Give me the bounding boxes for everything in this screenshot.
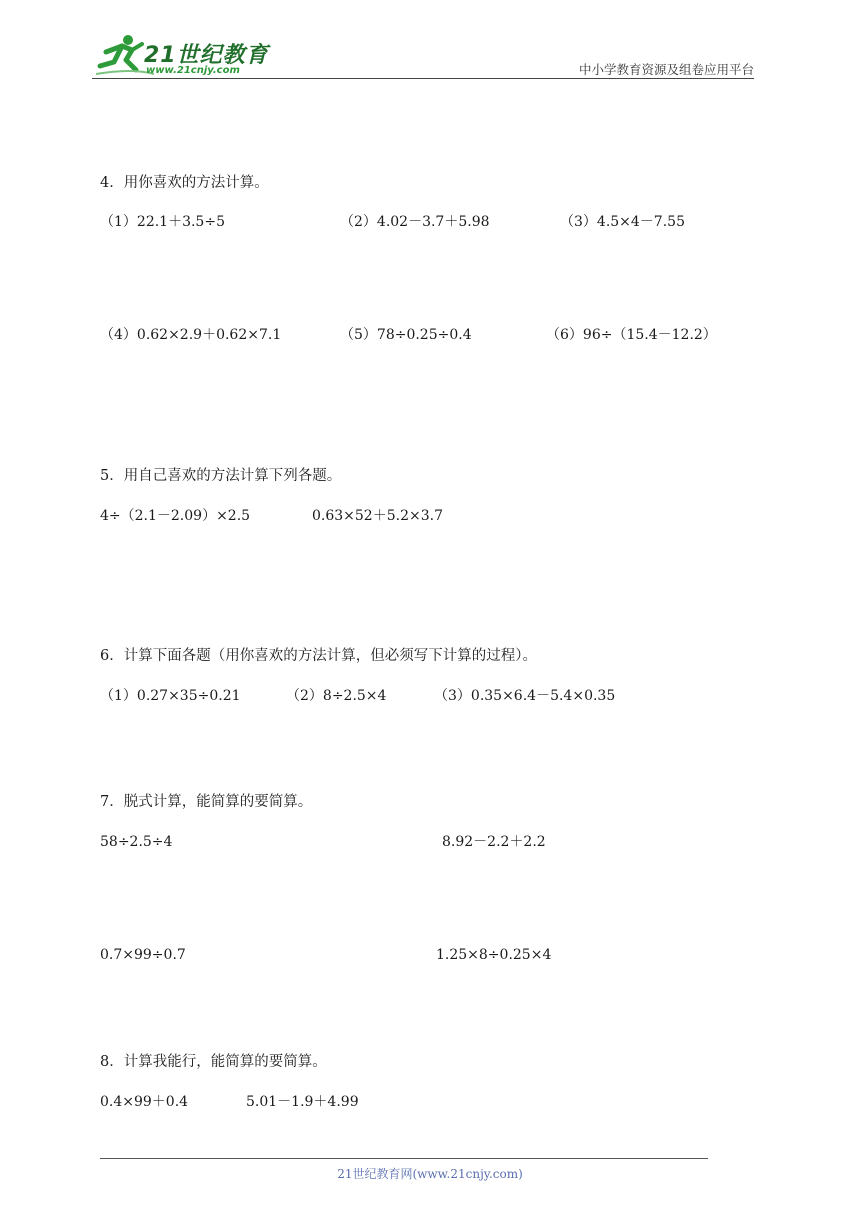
footer-link[interactable]: 21世纪教育网(www.21cnjy.com) xyxy=(337,1167,523,1181)
logo-text: 21世纪教育 xyxy=(144,43,269,68)
question-4-item-5: （5）78÷0.25÷0.4 xyxy=(340,327,472,343)
question-7-item-2: 8.92－2.2＋2.2 xyxy=(442,834,546,850)
question-4-item-1: （1）22.1＋3.5÷5 xyxy=(100,214,225,230)
question-5-title: 5．用自己喜欢的方法计算下列各题。 xyxy=(100,468,342,484)
question-7-item-4: 1.25×8÷0.25×4 xyxy=(436,947,552,963)
header-divider xyxy=(92,78,754,79)
question-6-item-2: （2）8÷2.5×4 xyxy=(286,688,387,704)
question-7-item-1: 58÷2.5÷4 xyxy=(100,834,173,850)
question-4-item-3: （3）4.5×4－7.55 xyxy=(560,214,685,230)
question-4-title: 4．用你喜欢的方法计算。 xyxy=(100,175,269,191)
question-5-item-1: 4÷（2.1－2.09）×2.5 xyxy=(100,508,251,524)
brand-logo xyxy=(92,30,269,80)
question-4-item-2: （2）4.02－3.7＋5.98 xyxy=(340,214,490,230)
question-8-title: 8．计算我能行，能简算的要简算。 xyxy=(100,1054,327,1070)
question-7-title: 7．脱式计算，能简算的要简算。 xyxy=(100,794,313,810)
question-8-item-2: 5.01－1.9＋4.99 xyxy=(246,1094,359,1110)
question-4-item-6: （6）96÷（15.4－12.2） xyxy=(546,327,717,343)
question-6-item-3: （3）0.35×6.4－5.4×0.35 xyxy=(434,688,616,704)
question-6-title: 6．计算下面各题（用你喜欢的方法计算，但必须写下计算的过程）。 xyxy=(100,648,537,664)
question-6-item-1: （1）0.27×35÷0.21 xyxy=(100,688,241,704)
platform-label: 中小学教育资源及组卷应用平台 xyxy=(578,62,754,77)
question-5-item-2: 0.63×52＋5.2×3.7 xyxy=(312,508,443,524)
footer-divider xyxy=(100,1158,708,1159)
logo-url: www.21cnjy.com xyxy=(146,65,240,76)
question-4-item-4: （4）0.62×2.9＋0.62×7.1 xyxy=(100,327,282,343)
question-7-item-3: 0.7×99÷0.7 xyxy=(100,947,186,963)
question-8-item-1: 0.4×99＋0.4 xyxy=(100,1094,189,1110)
